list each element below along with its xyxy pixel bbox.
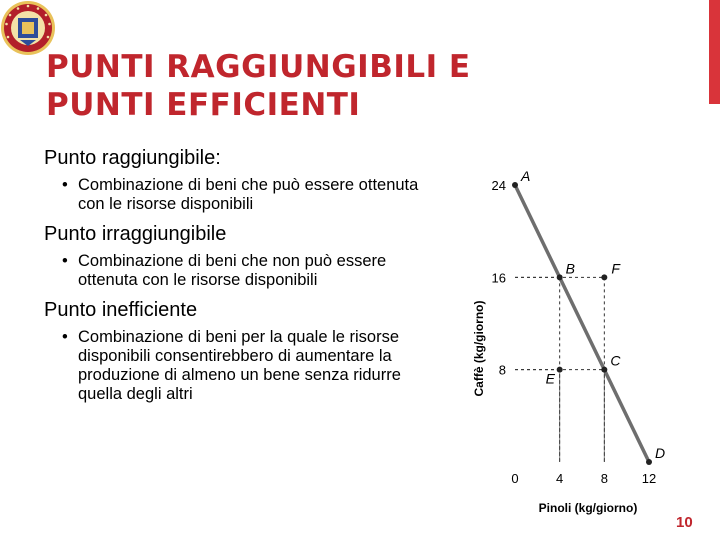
bullet-heading-inefficiente: Punto inefficiente <box>44 299 198 321</box>
point-label-a: A <box>521 168 531 184</box>
y-axis-label: Caffè (kg/giorno) <box>472 300 486 397</box>
ppf-chart <box>455 160 695 515</box>
point-label-b: B <box>565 260 576 277</box>
bullet-detail-text: Combinazione di beni per la quale le risorse disponibili consentirebbero di aumentare la produzione di almeno un bene senza ridurre quella degli altri <box>78 328 401 403</box>
page-number: 10 <box>676 514 693 531</box>
point-label-d: D <box>655 445 666 461</box>
accent-bar <box>709 0 720 104</box>
bullet-detail-text: Combinazione di beni che può essere ottenuta con le risorse disponibili <box>78 176 419 213</box>
bullet-detail-irraggiungibile <box>62 252 424 290</box>
y-tick-label: 24 <box>491 178 506 193</box>
title-line-2: PUNTI EFFICIENTI <box>46 87 361 123</box>
point-label-c: C <box>610 352 621 369</box>
point-a <box>512 182 518 188</box>
ppf-chart-svg <box>455 160 695 515</box>
point-label-e: E <box>545 370 556 387</box>
y-tick-label: 16 <box>491 270 506 286</box>
bullet-detail-text: Combinazione di beni che non può essere ottenuta con le risorse disponibili <box>78 252 387 289</box>
point-e <box>557 367 563 373</box>
bullet-heading-irraggiungibile: Punto irraggiungibile <box>44 223 227 245</box>
point-c <box>601 367 607 373</box>
bullet-dot-icon: • <box>62 328 68 346</box>
point-b <box>557 274 563 280</box>
x-axis-label: Pinoli (kg/giorno) <box>538 501 638 515</box>
x-tick-label: 8 <box>600 471 608 486</box>
bullet-detail-inefficiente <box>62 328 424 404</box>
slide-title <box>46 48 471 124</box>
point-label-f: F <box>611 260 620 277</box>
bullet-heading-raggiungibile: Punto raggiungibile: <box>44 147 221 169</box>
title-line-1: PUNTI RAGGIUNGIBILI E <box>46 49 471 85</box>
x-tick-label: 12 <box>641 471 657 486</box>
y-tick-label: 8 <box>498 362 506 378</box>
bullet-dot-icon: • <box>62 176 68 194</box>
point-f <box>601 274 607 280</box>
bullet-detail-raggiungibile <box>62 176 424 214</box>
x-tick-label: 4 <box>556 471 564 486</box>
bullet-dot-icon: • <box>62 252 68 270</box>
bullet-list <box>44 146 424 412</box>
x-tick-label: 0 <box>511 471 519 486</box>
frontier-line <box>515 185 649 462</box>
point-d <box>646 459 652 465</box>
